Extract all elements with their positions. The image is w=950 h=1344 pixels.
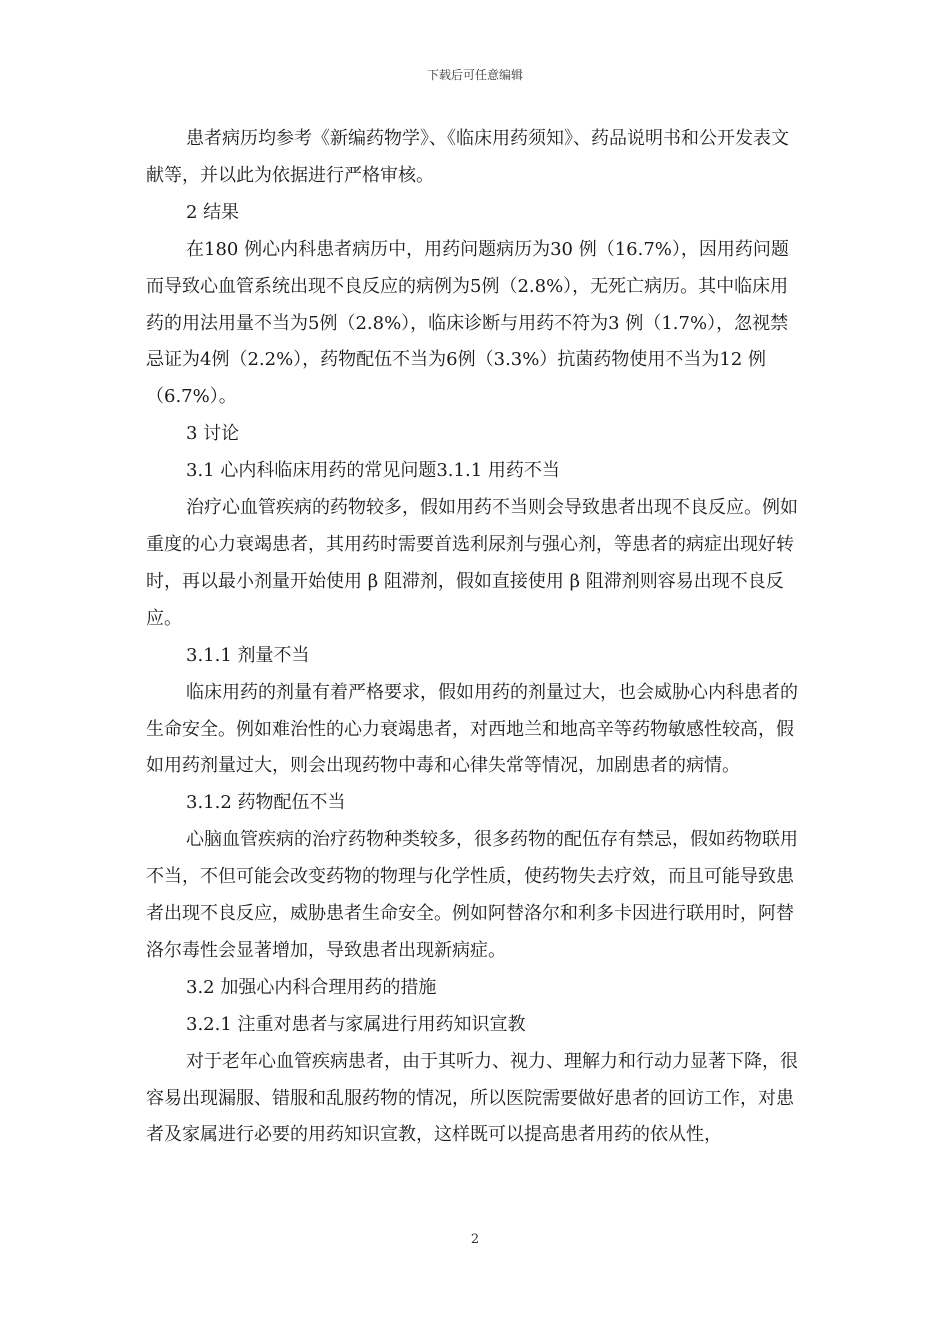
paragraph-improper-use: 治疗心血管疾病的药物较多，假如用药不当则会导致患者出现不良反应。例如重度的心力衰竭患者，其用药时需要首选利尿剂与强心剂，等患者的病症出现好转时，再以最小剂量开始使用 β 阻滞剂，假如直接使用 β 阻滞剂则容易出现不良反应。 (146, 497, 798, 629)
heading-education: 3.2.1 注重对患者与家属进行用药知识宣教 (186, 1013, 526, 1035)
heading-improper-combination: 3.1.2 药物配伍不当 (186, 792, 346, 814)
paragraph-materials: 患者病历均参考《新编药物学》、《临床用药须知》、药品说明书和公开发表文献等，并以此为依据进行严格审核。 (146, 128, 789, 186)
document-body (146, 121, 806, 1154)
paragraph-results: 在180 例心内科患者病历中，用药问题病历为30 例（16.7%），因用药问题而导致心血管系统出现不良反应的病例为5例（2.8%），无死亡病历。其中临床用药的用法用量不当为5例（2.8%），临床诊断与用药不符为3 例（1.7%），忽视禁忌证为4例（2.2%），药物配伍不当为6例（3.3%）抗菌药物使用不当为12 例（6.7%）。 (146, 238, 789, 408)
paragraph-education: 对于老年心血管疾病患者，由于其听力、视力、理解力和行动力显著下降，很容易出现漏服、错服和乱服药物的情况，所以医院需要做好患者的回访工作，对患者及家属进行必要的用药知识宣教，这样既可以提高患者用药的依从性， (146, 1050, 798, 1146)
heading-results: 2 结果 (186, 201, 240, 223)
heading-common-problems: 3.1 心内科临床用药的常见问题3.1.1 用药不当 (186, 460, 560, 482)
heading-discussion: 3 讨论 (186, 423, 240, 445)
heading-measures: 3.2 加强心内科合理用药的措施 (186, 976, 437, 998)
page-number: 2 (470, 1232, 480, 1247)
heading-improper-dose: 3.1.1 剂量不当 (186, 644, 310, 666)
page-header: 下载后可任意编辑 (426, 68, 523, 82)
paragraph-improper-dose: 临床用药的剂量有着严格要求，假如用药的剂量过大，也会威胁心内科患者的生命安全。例如难治性的心力衰竭患者，对西地兰和地高辛等药物敏感性较高，假如用药剂量过大，则会出现药物中毒和心律失常等情况，加剧患者的病情。 (146, 681, 798, 777)
paragraph-improper-combination: 心脑血管疾病的治疗药物种类较多，很多药物的配伍存有禁忌，假如药物联用不当，不但可能会改变药物的物理与化学性质，使药物失去疗效，而且可能导致患者出现不良反应，威胁患者生命安全。例如阿替洛尔和利多卡因进行联用时，阿替洛尔毒性会显著增加，导致患者出现新病症。 (146, 829, 798, 961)
